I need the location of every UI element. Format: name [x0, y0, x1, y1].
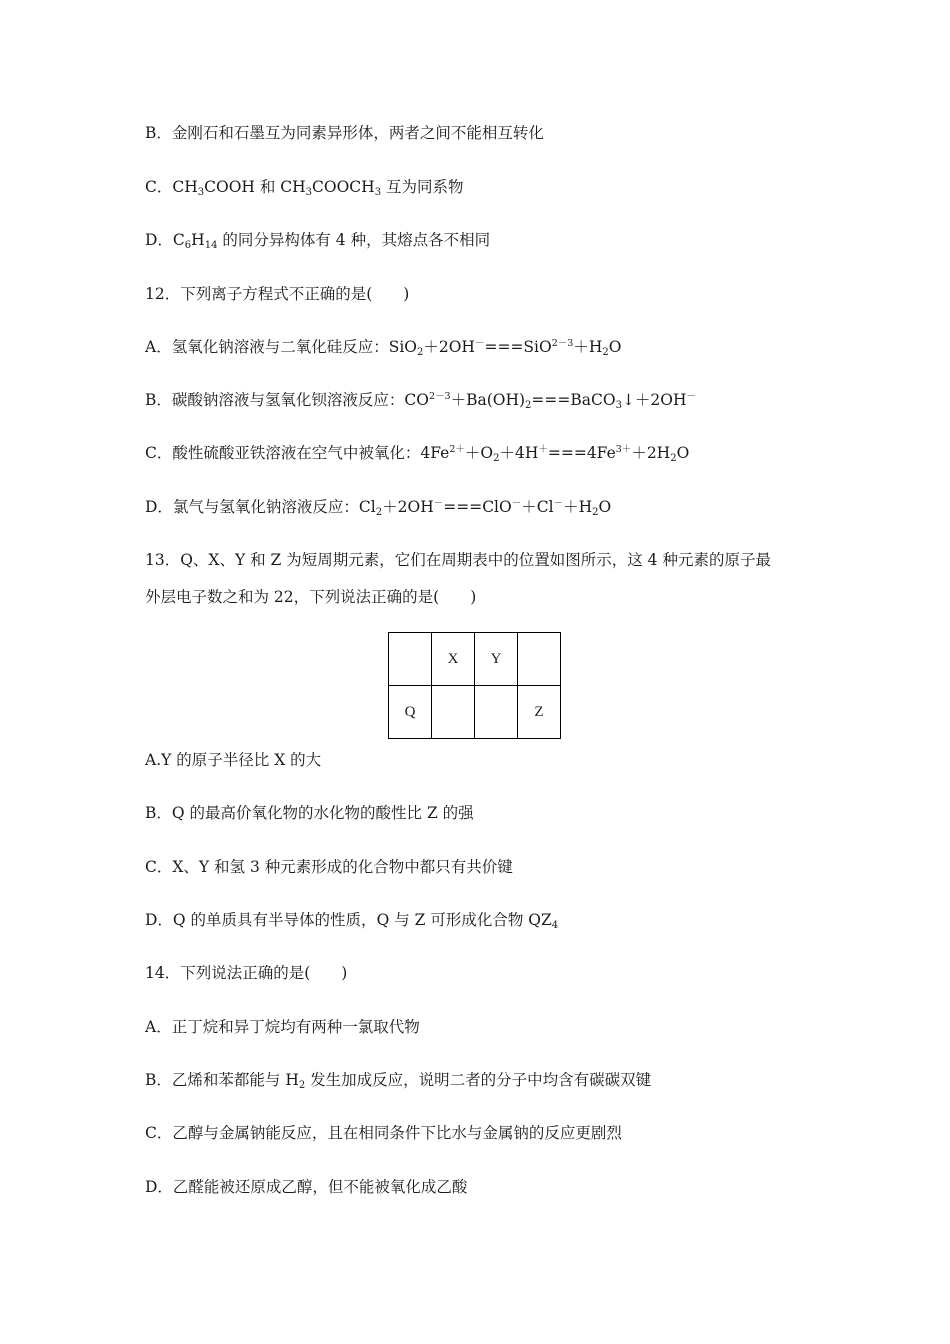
- table-row: [389, 686, 561, 739]
- q13-option-d: D．Q 的单质具有半导体的性质，Q 与 Z 可形成化合物 $QZ_4$: [145, 911, 559, 931]
- q12-option-c: C．酸性硫酸亚铁溶液在空气中被氧化：$4Fe^{2+}+O_2+4H^+===4Fe^{3+}+2H_2O$: [145, 444, 690, 464]
- table-row: [389, 633, 561, 686]
- table-cell: [518, 633, 561, 686]
- q12-option-d: D．氯气与氢氧化钠溶液反应：$Cl_2+2OH^-===ClO^-+Cl^-+H_2O$: [145, 498, 612, 518]
- q13-option-b: B．Q 的最高价氧化物的水化物的酸性比 Z 的强: [145, 804, 474, 822]
- q14-option-c: C．乙醇与金属钠能反应，且在相同条件下比水与金属钠的反应更剧烈: [145, 1124, 622, 1142]
- table-cell: X: [432, 633, 475, 686]
- q13-option-a: A.Y 的原子半径比 X 的大: [145, 751, 322, 769]
- table-cell: [389, 633, 432, 686]
- table-cell: [475, 686, 518, 739]
- periodic-position-table: [388, 632, 561, 739]
- q14-option-d: D．乙醛能被还原成乙醇，但不能被氧化成乙酸: [145, 1178, 468, 1196]
- table-cell: [432, 686, 475, 739]
- table-cell: Q: [389, 686, 432, 739]
- q11-option-d: D．$C_6H_{14}$ 的同分异构体有 4 种，其熔点各不相同: [145, 231, 491, 251]
- q14-stem: 14．下列说法正确的是( ): [145, 964, 348, 982]
- q13-stem-line1: 13．Q、X、Y 和 Z 为短周期元素，它们在周期表中的位置如图所示，这 4 种元素的原子最: [145, 551, 771, 569]
- q12-stem: 12．下列离子方程式不正确的是( ): [145, 285, 410, 303]
- q13-stem-line2: 外层电子数之和为 22，下列说法正确的是( ): [145, 588, 477, 606]
- q12-option-a: A．氢氧化钠溶液与二氧化硅反应：$SiO_2+2OH^-===SiO^{2-3}+H_2O$: [145, 338, 622, 358]
- q11-option-c: C．$CH_3COOH$ 和 $CH_3COOCH_3$ 互为同系物: [145, 178, 464, 198]
- table-cell: Z: [518, 686, 561, 739]
- q12-option-b: B．碳酸钠溶液与氢氧化钡溶液反应：$CO^{2-3}+Ba(OH)_2===BaCO_3↓+2OH^-$: [145, 391, 697, 411]
- q14-option-b: B．乙烯和苯都能与 $H_2$ 发生加成反应，说明二者的分子中均含有碳碳双键: [145, 1071, 652, 1091]
- q13-option-c: C．X、Y 和氢 3 种元素形成的化合物中都只有共价键: [145, 858, 513, 876]
- q11-option-b: B．金刚石和石墨互为同素异形体，两者之间不能相互转化: [145, 124, 544, 142]
- table-cell: Y: [475, 633, 518, 686]
- q14-option-a: A．正丁烷和异丁烷均有两种一氯取代物: [145, 1018, 420, 1036]
